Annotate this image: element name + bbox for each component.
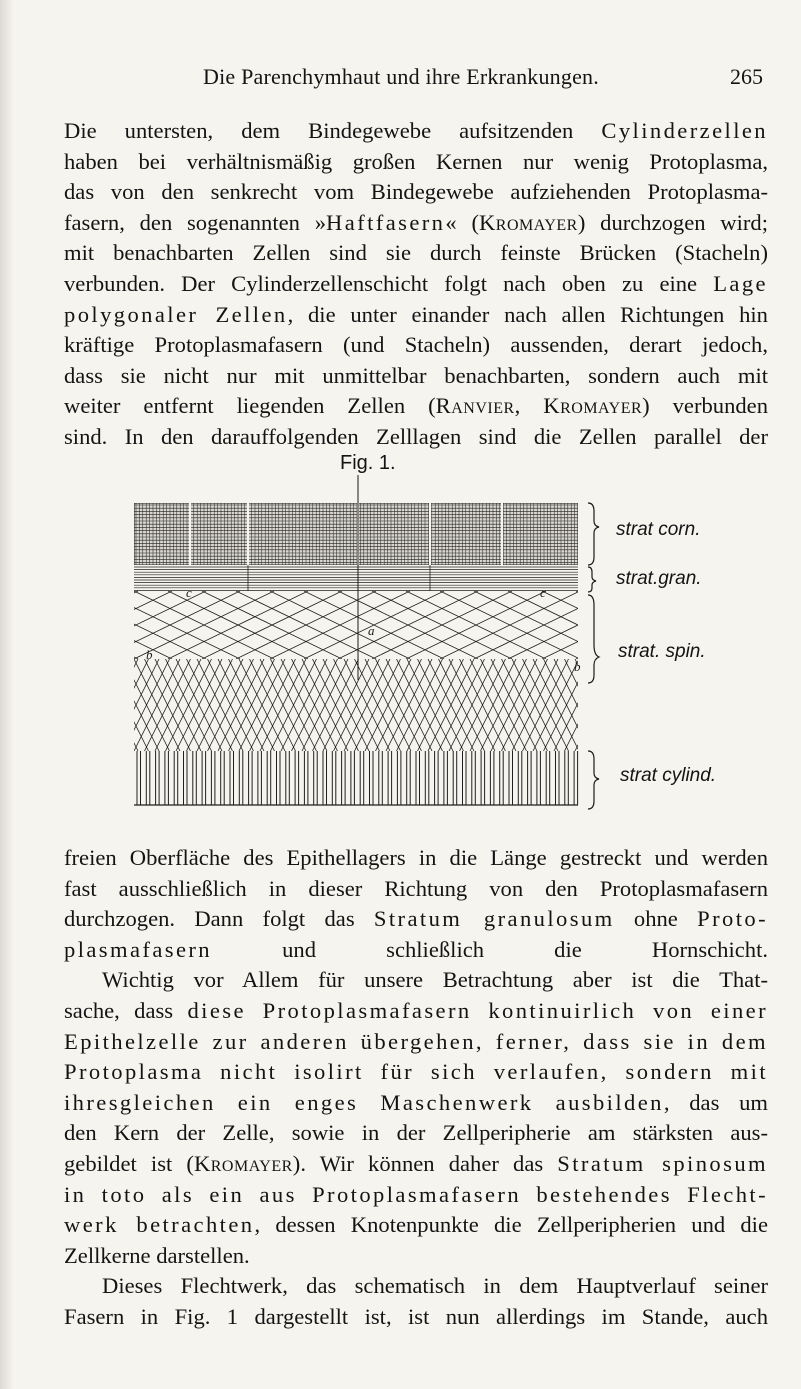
text-run: fasern, den sogenannten » (64, 209, 327, 235)
text-line (64, 238, 768, 269)
text-run: das von den senkrecht vom Bindegewebe aufziehenden Protoplasma- (64, 179, 768, 205)
letter-b-left: b (146, 647, 153, 662)
figure-caption: Fig. 1. (340, 452, 396, 474)
text-run: ihresgleichen ein enges Maschenwerk ausbilden (64, 1089, 664, 1115)
page-number: 265 (730, 64, 763, 89)
text-line (64, 1088, 768, 1119)
text-run: Protoplasma nicht isolirt für sich verlaufen, sondern mit (64, 1059, 768, 1085)
text-run: Kromayer (193, 1150, 293, 1176)
text-run: freien Oberfläche des Epithellagers in die Länge gestreckt und werden (64, 845, 768, 870)
text-line (64, 422, 768, 453)
text-run: Fasern in Fig. 1 dargestellt ist, ist nun allerdings im Stande, auch (64, 1303, 768, 1329)
text-run: dass sie nicht nur mit unmittelbar benachbarten, sondern auch mit (64, 362, 768, 388)
letter-c-right: c (540, 585, 546, 600)
text-line (64, 300, 768, 331)
text-line (64, 1118, 768, 1149)
text-run: Die untersten, dem Bindegewebe aufsitzenden (64, 118, 602, 143)
text-run: mit benachbarten Zellen sind sie durch feinste Brücken (Stacheln) (64, 240, 768, 266)
letter-a: a (368, 623, 375, 638)
paragraph-2 (64, 843, 768, 1333)
page-shadow-edge (0, 0, 14, 1389)
text-run: ) durchzogen wird; (577, 209, 768, 235)
text-run: und schließlich die Hornschicht. (212, 936, 768, 962)
figure-1-epidermis-diagram (130, 475, 717, 830)
text-line (64, 874, 768, 905)
running-head (86, 64, 763, 94)
text-line (64, 361, 768, 392)
label-strat-corn: strat corn. (616, 519, 701, 540)
text-run: den Kern der Zelle, sowie in der Zellperipherie am stärksten aus- (64, 1120, 768, 1146)
text-run: ) verbunden (642, 393, 768, 419)
text-line (64, 1027, 768, 1058)
text-run: , das um (663, 1089, 768, 1115)
text-run: durchzogen. Dann folgt das (64, 906, 374, 932)
text-line (64, 1210, 768, 1241)
text-line (64, 1057, 768, 1088)
letter-c-left: c (186, 585, 192, 600)
text-line (64, 391, 768, 422)
text-run: fast ausschließlich in dieser Richtung von den Protoplasmafasern (64, 875, 768, 901)
text-run: Stratum granulosum (373, 906, 615, 932)
text-run: Haftfasern (326, 209, 446, 235)
text-run: ). Wir können daher das (292, 1150, 558, 1176)
text-run: Kromayer (478, 209, 578, 235)
text-line (64, 147, 768, 178)
text-line (64, 1149, 768, 1180)
text-run: , dessen Knotenpunkte die Zellperipherien und die (254, 1212, 768, 1238)
text-run: Zellkerne darstellen. (64, 1242, 250, 1268)
text-run: verbunden. Der Cylinderzellenschicht folgt nach oben zu eine (64, 270, 714, 296)
text-run: polygonaler Zellen (64, 301, 288, 327)
text-line (64, 116, 768, 147)
label-strat-cylind: strat cylind. (620, 765, 717, 786)
text-run: plasmafasern (64, 936, 212, 962)
text-run: Wichtig vor Allem für unsere Betrachtung aber ist die That- (102, 967, 768, 993)
text-line (64, 1180, 768, 1211)
paragraph-1 (64, 116, 768, 453)
stratum-corneum-grid (134, 503, 578, 565)
text-run: in toto als ein aus Protoplasmafasern bestehendes Flecht- (64, 1181, 768, 1207)
text-run: Dieses Flechtwerk, das schematisch in dem Hauptverlauf seiner (102, 1273, 768, 1299)
text-run: « ( (445, 209, 479, 235)
text-run: Proto- (697, 906, 768, 932)
text-run: Stratum spinosum (557, 1150, 768, 1176)
text-line (64, 1241, 768, 1272)
text-line (64, 935, 768, 966)
text-run: ohne (614, 906, 698, 932)
text-line (64, 996, 768, 1027)
text-line (64, 1271, 768, 1302)
text-run: Lage (713, 270, 768, 296)
text-run: sind. In den darauffolgenden Zelllagen sind die Zellen parallel der (64, 423, 768, 449)
stratum-cylindricum-cells (134, 751, 578, 805)
text-run: gebildet ist ( (64, 1150, 194, 1176)
text-line (64, 904, 768, 935)
stratum-granulosum-lines (134, 565, 578, 591)
text-run: , die unter einander nach allen Richtungen hin (287, 301, 768, 327)
text-run: Cylinderzellen (601, 118, 768, 143)
text-run: , (514, 393, 544, 419)
text-line (64, 330, 768, 361)
text-line (64, 208, 768, 239)
text-line (64, 1302, 768, 1333)
text-run: Epithelzelle zur anderen übergehen, ferner, dass sie in dem (64, 1028, 768, 1054)
text-run: werk betrachten (64, 1212, 255, 1238)
text-line (64, 177, 768, 208)
text-run: Ranvier (435, 393, 515, 419)
text-line (64, 965, 768, 996)
text-run: kräftige Protoplasmafasern (und Stacheln) aussenden, derart jedoch, (64, 332, 768, 358)
label-strat-gran: strat.gran. (616, 568, 702, 589)
polygonal-cell-mesh (130, 659, 695, 751)
letter-b-right: b (574, 659, 581, 674)
text-run: sache, dass (64, 997, 188, 1023)
running-head-title: Die Parenchymhaut und ihre Erkrankungen. (203, 64, 599, 89)
text-run: weiter entfernt liegenden Zellen ( (64, 393, 436, 419)
text-line (64, 843, 768, 874)
text-run: diese Protoplasmafasern kontinuirlich von einer (187, 997, 769, 1023)
layer-braces (588, 503, 599, 809)
fiber-letter-labels (146, 585, 581, 674)
text-line (64, 269, 768, 300)
label-strat-spin: strat. spin. (618, 641, 706, 662)
text-run: Kromayer (543, 393, 643, 419)
text-run: haben bei verhältnismäßig großen Kernen nur wenig Protoplasma, (64, 148, 768, 174)
